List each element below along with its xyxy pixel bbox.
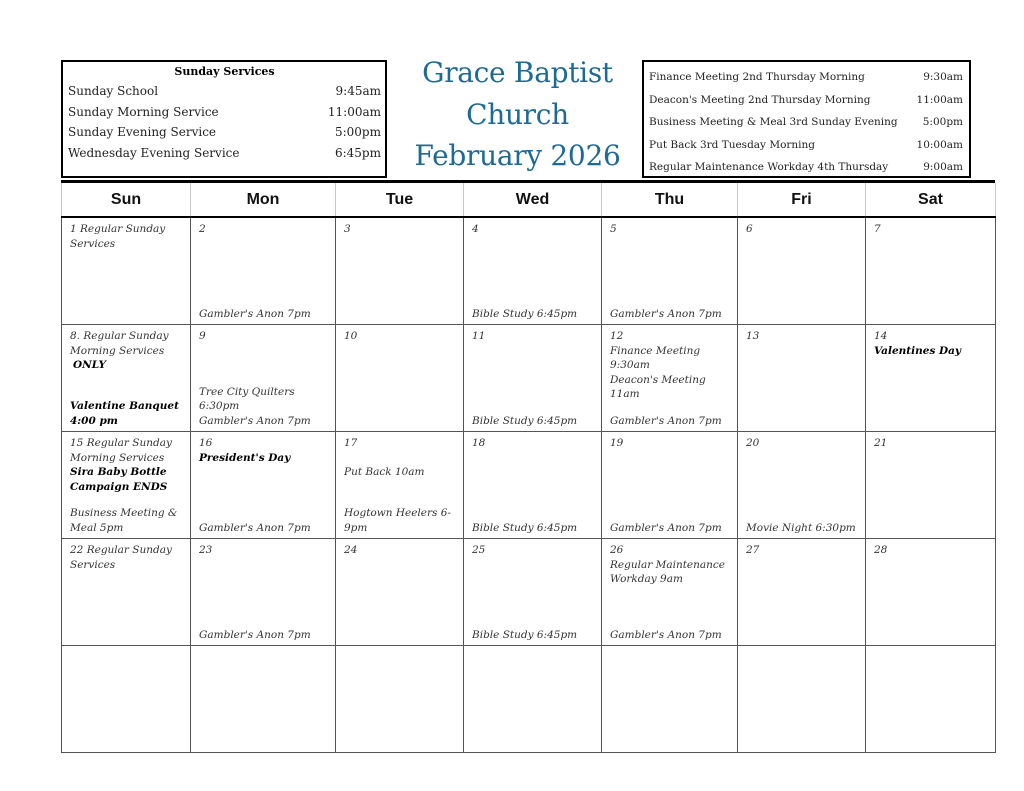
event-group xyxy=(199,385,332,429)
event-only-note: ONLY xyxy=(73,359,106,371)
day-cell-15 xyxy=(62,432,191,539)
event-finance-time: 9:30am xyxy=(610,359,650,371)
day-cell-11 xyxy=(464,325,602,432)
event-business-meeting: Business Meeting & Meal 5pm xyxy=(70,507,178,534)
day-cell-13 xyxy=(738,325,866,432)
day-number: 11 xyxy=(472,330,486,342)
day-number: 5 xyxy=(610,223,617,235)
day-cell-4 xyxy=(464,217,602,325)
day-cell-3 xyxy=(336,217,464,325)
event-valentines-day: Valentines Day xyxy=(874,344,962,357)
meeting-row-maintenance xyxy=(649,156,963,179)
event-gamblers-anon: Gambler's Anon 7pm xyxy=(610,414,722,427)
service-row-sunday-morning xyxy=(68,102,381,123)
meeting-row-business xyxy=(649,111,963,134)
week-row-4 xyxy=(62,539,996,646)
meeting-row-finance xyxy=(649,66,963,89)
day-events: 15 Regular Sunday Morning Services xyxy=(70,437,172,464)
day-number: 27 xyxy=(746,544,760,556)
title-line-church: Church xyxy=(466,97,569,131)
day-number: 19 xyxy=(610,437,624,449)
meeting-time: 5:00pm xyxy=(922,116,963,128)
day-number: 12 xyxy=(610,330,624,342)
week-row-1 xyxy=(62,217,996,325)
meeting-name: Put Back 3rd Tuesday Morning xyxy=(649,138,816,151)
meetings-box xyxy=(642,60,971,178)
day-cell-20 xyxy=(738,432,866,539)
event-gamblers-anon: Gambler's Anon 7pm xyxy=(199,521,311,534)
event-sira-baby-bottle: Sira Baby Bottle Campaign ENDS xyxy=(70,466,168,493)
week-row-3 xyxy=(62,432,996,539)
day-cell-26 xyxy=(602,539,738,646)
meeting-name: Deacon's Meeting 2nd Thursday Morning xyxy=(649,93,871,106)
day-cell-5 xyxy=(602,217,738,325)
day-events: 22 Regular Sunday Services xyxy=(70,544,172,571)
service-time: 9:45am xyxy=(335,84,381,98)
service-time: 11:00am xyxy=(327,104,381,119)
day-number: 14 xyxy=(874,330,888,342)
event-hogtown-heelers: Hogtown Heelers 6-9pm xyxy=(344,507,451,534)
day-number: 13 xyxy=(746,330,760,342)
event-bible-study: Bible Study 6:45pm xyxy=(472,628,578,641)
day-cell-21 xyxy=(866,432,996,539)
day-cell-27 xyxy=(738,539,866,646)
day-number: 9 xyxy=(199,330,206,342)
event-gamblers-anon: Gambler's Anon 7pm xyxy=(610,521,722,534)
event-presidents-day: President's Day xyxy=(199,451,291,464)
day-cell-2 xyxy=(191,217,336,325)
day-events: 8. Regular Sunday Morning Services xyxy=(70,330,169,357)
sunday-services-heading: Sunday Services xyxy=(174,65,275,78)
day-cell-14 xyxy=(866,325,996,432)
weekday-header-thu: Thu xyxy=(602,183,738,217)
day-cell-18 xyxy=(464,432,602,539)
day-cell-25 xyxy=(464,539,602,646)
meeting-row-put-back xyxy=(649,134,963,157)
service-row-sunday-evening xyxy=(68,122,381,143)
event-bible-study: Bible Study 6:45pm xyxy=(472,521,578,534)
day-number: 17 xyxy=(344,437,358,449)
meeting-time: 9:00am xyxy=(923,161,963,173)
service-name: Sunday School xyxy=(68,84,159,98)
meeting-name: Regular Maintenance Workday 4th Thursday xyxy=(649,161,889,173)
day-cell-7 xyxy=(866,217,996,325)
day-number: 10 xyxy=(344,330,358,342)
empty-day-cell xyxy=(336,646,464,753)
day-cell-16 xyxy=(191,432,336,539)
empty-day-cell xyxy=(464,646,602,753)
service-time: 6:45pm xyxy=(334,145,381,160)
day-cell-22 xyxy=(62,539,191,646)
event-gamblers-anon: Gambler's Anon 7pm xyxy=(199,628,311,641)
day-number: 28 xyxy=(874,544,888,556)
day-cell-23 xyxy=(191,539,336,646)
page-title xyxy=(395,52,640,177)
empty-day-cell xyxy=(866,646,996,753)
service-row-sunday-school xyxy=(68,81,381,102)
meeting-row-deacons xyxy=(649,89,963,112)
week-row-2 xyxy=(62,325,996,432)
weekday-header-row xyxy=(62,183,996,217)
event-gamblers-anon: Gambler's Anon 7pm xyxy=(610,307,722,320)
day-cell-17 xyxy=(336,432,464,539)
event-regular-maintenance: Regular Maintenance Workday 9am xyxy=(610,558,726,585)
day-number: 7 xyxy=(874,223,881,235)
day-number: 21 xyxy=(874,437,888,449)
day-number: 24 xyxy=(344,544,358,556)
day-number: 20 xyxy=(746,437,760,449)
event-movie-night: Movie Night 6:30pm xyxy=(746,521,856,534)
day-number: 4 xyxy=(472,223,479,235)
weekday-header-fri: Fri xyxy=(738,183,866,217)
day-events: 1 Regular Sunday Services xyxy=(70,223,166,250)
meeting-time: 10:00am xyxy=(916,138,963,151)
empty-day-cell xyxy=(738,646,866,753)
event-gamblers-anon: Gambler's Anon 7pm xyxy=(199,414,311,427)
event-gamblers-anon: Gambler's Anon 7pm xyxy=(199,307,311,320)
empty-day-cell xyxy=(602,646,738,753)
event-gamblers-anon: Gambler's Anon 7pm xyxy=(610,628,722,641)
service-name: Sunday Evening Service xyxy=(68,125,217,139)
event-valentine-banquet: Valentine Banquet 4:00 pm xyxy=(70,400,179,427)
day-cell-8 xyxy=(62,325,191,432)
service-name: Wednesday Evening Service xyxy=(68,145,240,160)
day-number: 26 xyxy=(610,544,624,556)
service-row-wednesday-evening xyxy=(68,143,381,164)
day-cell-1 xyxy=(62,217,191,325)
meeting-name: Business Meeting & Meal 3rd Sunday Evening xyxy=(649,116,898,128)
calendar-grid xyxy=(61,183,996,753)
meeting-time: 9:30am xyxy=(923,71,963,83)
meeting-time: 11:00am xyxy=(916,93,963,106)
event-deacons-meeting: Deacon's Meeting 11am xyxy=(610,373,706,400)
day-number: 3 xyxy=(344,223,351,235)
meeting-name: Finance Meeting 2nd Thursday Morning xyxy=(649,71,865,83)
day-cell-24 xyxy=(336,539,464,646)
day-number: 6 xyxy=(746,223,753,235)
day-cell-28 xyxy=(866,539,996,646)
day-cell-6 xyxy=(738,217,866,325)
service-name: Sunday Morning Service xyxy=(68,104,219,119)
day-number: 23 xyxy=(199,544,213,556)
spacer xyxy=(344,451,458,465)
day-number: 18 xyxy=(472,437,486,449)
weekday-header-tue: Tue xyxy=(336,183,464,217)
day-cell-10 xyxy=(336,325,464,432)
weekday-header-sun: Sun xyxy=(62,183,191,217)
week-row-5 xyxy=(62,646,996,753)
day-number: 25 xyxy=(472,544,486,556)
title-line-church-name: Grace Baptist xyxy=(422,56,613,89)
empty-day-cell xyxy=(191,646,336,753)
title-line-month: February 2026 xyxy=(414,139,621,172)
sunday-services-box xyxy=(61,60,387,178)
day-number: 16 xyxy=(199,437,213,449)
weekday-header-sat: Sat xyxy=(866,183,996,217)
event-put-back: Put Back 10am xyxy=(344,465,425,478)
event-finance-meeting: Finance Meeting xyxy=(610,344,701,357)
day-cell-19 xyxy=(602,432,738,539)
day-number: 2 xyxy=(199,223,206,235)
day-cell-9 xyxy=(191,325,336,432)
service-time: 5:00pm xyxy=(334,125,381,139)
event-bible-study: Bible Study 6:45pm xyxy=(472,307,578,320)
weekday-header-wed: Wed xyxy=(464,183,602,217)
event-tree-city-quilters: Tree City Quilters 6:30pm xyxy=(199,385,295,412)
day-cell-12 xyxy=(602,325,738,432)
event-bible-study: Bible Study 6:45pm xyxy=(472,414,578,427)
weekday-header-mon: Mon xyxy=(191,183,336,217)
empty-day-cell xyxy=(62,646,191,753)
